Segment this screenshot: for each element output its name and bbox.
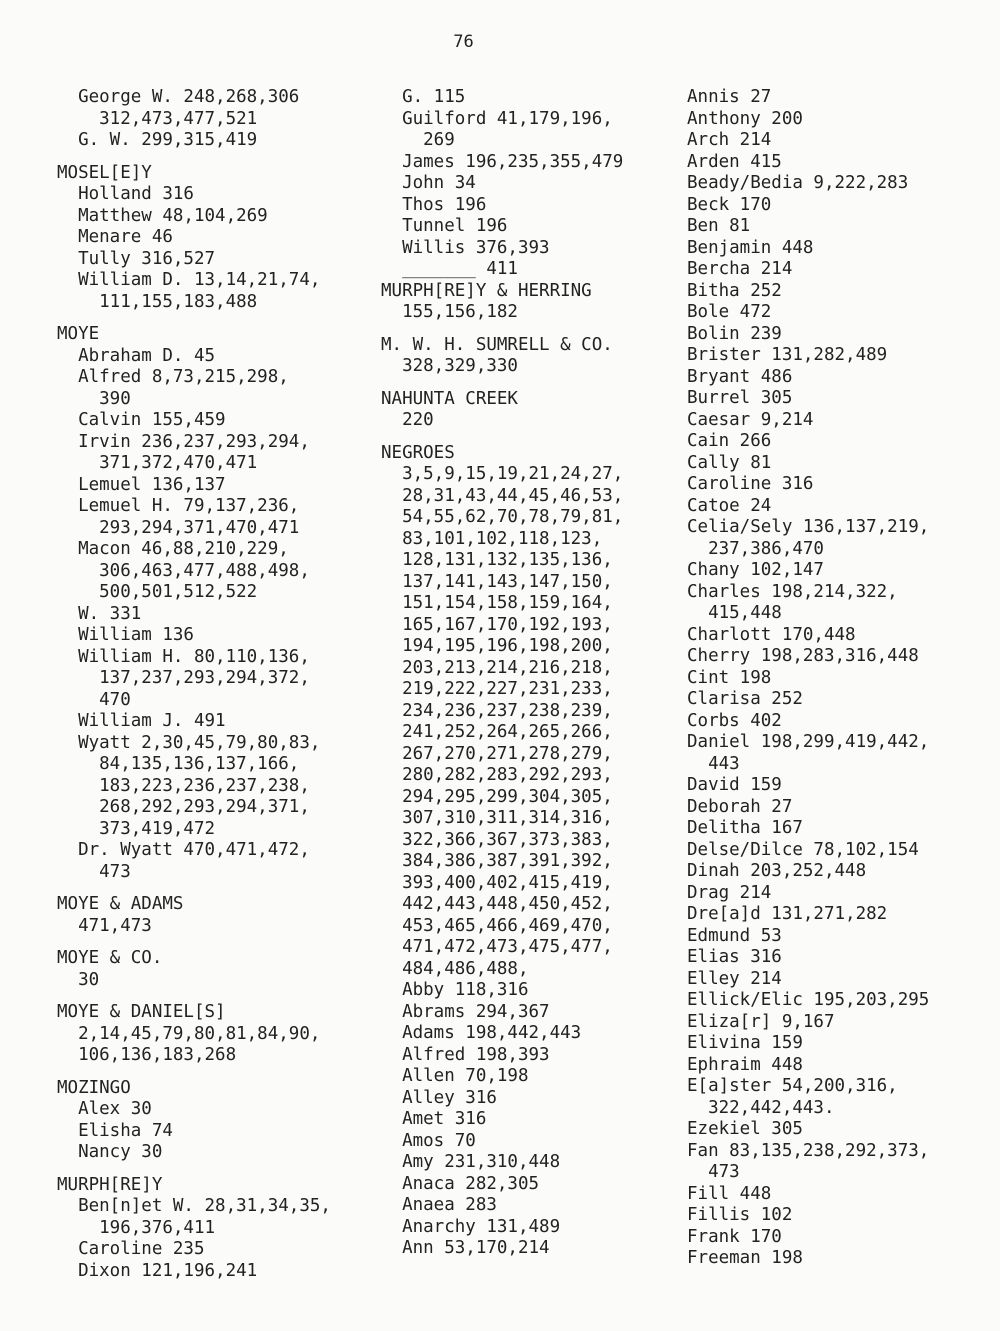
index-entry-line: 183,223,236,237,238, [57,775,310,796]
index-entry-line: 393,400,402,415,419, [381,872,613,893]
index-entry-line: 137,237,293,294,372, [57,668,310,688]
index-entry-line: 237,386,470 [687,538,824,559]
index-entry-line: Burrel 305 [687,388,793,408]
index-entry-line: William H. 80,110,136, [57,646,310,667]
index-entry-line: 293,294,371,470,471 [57,517,300,538]
index-entry-line: Anaea 283 [381,1195,497,1215]
index-entry-line: Alex 30 [57,1099,152,1119]
index-entry-line: Guilford 41,179,196, [381,108,613,129]
index-entry-line: Chany 102,147 [687,560,824,580]
index-entry-line: 442,443,448,450,452, [381,894,613,914]
index-entry-line: Deborah 27 [687,796,793,817]
index-entry-line: 328,329,330 [381,356,518,376]
index-entry-line: Bole 472 [687,302,772,322]
index-entry-line: 384,386,387,391,392, [381,851,613,871]
index-entry-line: W. 331 [57,603,142,624]
index-entry-line: Tunnel 196 [381,216,508,236]
index-entry-line: Clarisa 252 [687,689,803,709]
index-entry-line: 267,270,271,278,279, [381,743,613,764]
index-entry-line: Beady/Bedia 9,222,283 [687,173,909,193]
entry-gap [57,883,377,894]
index-entry-line: Caesar 9,214 [687,409,814,430]
index-entry-line: MOYE & CO. [57,948,163,968]
index-entry-line: Ezekiel 305 [687,1119,803,1139]
index-entry-line: Annis 27 [687,87,772,107]
index-entry-line: Menare 46 [57,227,173,247]
entry-gap [57,1067,377,1078]
index-entry-line: Abrams 294,367 [381,1001,550,1022]
index-entry-line: Abraham D. 45 [57,345,216,366]
index-entry-line: Drag 214 [687,882,772,903]
index-entry-line: Delitha 167 [687,818,803,838]
entry-gap [57,152,377,163]
index-entry-line: 269 [381,130,455,150]
index-entry-line: Dinah 203,252,448 [687,861,867,881]
index-entry-line: Charlott 170,448 [687,624,856,645]
index-entry-line: 30 [57,969,100,990]
index-entry-line: Corbs 402 [687,710,782,731]
entry-gap [57,313,377,324]
index-entry-line: 219,222,227,231,233, [381,679,613,699]
index-entry-line: MOYE [57,324,100,344]
index-entry-line: 371,372,470,471 [57,453,258,473]
index-entry-line: 373,419,472 [57,818,216,839]
index-entry-line: William 136 [57,625,194,645]
index-entry-line: MOZINGO [57,1077,131,1098]
index-entry-line: Tully 316,527 [57,248,216,269]
index-entry-line: 196,376,411 [57,1217,216,1238]
index-column-2 [381,87,681,1260]
index-entry-line: MURPH[RE]Y & HERRING [381,280,592,301]
index-entry-line: Adams 198,442,443 [381,1023,582,1043]
index-entry-line: G. W. 299,315,419 [57,130,258,150]
index-entry-line: Holland 316 [57,184,194,204]
index-entry-line: 106,136,183,268 [57,1045,237,1065]
index-entry-line: Bolin 239 [687,323,782,344]
index-entry-line: Calvin 155,459 [57,410,226,430]
index-entry-line: Cally 81 [687,452,772,473]
index-entry-line: Dr. Wyatt 470,471,472, [57,840,310,860]
index-entry-line: NAHUNTA CREEK [381,388,518,409]
index-entry-line: Arch 214 [687,130,772,150]
index-entry-line: 84,135,136,137,166, [57,754,300,774]
index-entry-line: Charles 198,214,322, [687,581,898,602]
index-entry-line: Amy 231,310,448 [381,1152,561,1172]
index-entry-line: James 196,235,355,479 [381,151,624,172]
index-entry-line: Elisha 74 [57,1120,173,1141]
index-entry-line: Cain 266 [687,431,772,451]
index-entry-line: 268,292,293,294,371, [57,797,310,817]
index-entry-line: 500,501,512,522 [57,582,258,602]
index-entry-line: Anthony 200 [687,108,803,129]
index-entry-line: 307,310,311,314,316, [381,808,613,828]
index-entry-line: Elley 214 [687,968,782,989]
index-entry-line: William D. 13,14,21,74, [57,270,321,290]
index-entry-line: Willis 376,393 [381,237,550,258]
index-entry-line: M. W. H. SUMRELL & CO. [381,334,613,355]
index-entry-line: 322,442,443. [687,1097,835,1118]
index-entry-line: Catoe 24 [687,495,772,516]
index-entry-line: Anarchy 131,489 [381,1216,561,1237]
index-entry-line: 234,236,237,238,239, [381,700,613,721]
index-entry-line: Elias 316 [687,947,782,967]
entry-gap [381,378,681,389]
index-entry-line: Matthew 48,104,269 [57,205,268,226]
index-entry-line: MOSEL[E]Y [57,162,152,183]
index-entry-line: MOYE & ADAMS [57,894,184,914]
index-entry-line: 128,131,132,135,136, [381,550,613,570]
index-entry-line: 165,167,170,192,193, [381,614,613,635]
index-entry-line: NEGROES [381,442,455,463]
index-entry-line: 294,295,299,304,305, [381,786,613,807]
index-entry-line: Alfred 198,393 [381,1044,550,1065]
index-entry-line: E[a]ster 54,200,316, [687,1076,898,1096]
index-column-3 [687,87,987,1270]
index-entry-line: 155,156,182 [381,302,518,322]
index-entry-line: 203,213,214,216,218, [381,657,613,678]
index-entry-line: Macon 46,88,210,229, [57,539,289,559]
index-entry-line: Arden 415 [687,151,782,172]
index-entry-line: Bercha 214 [687,259,793,279]
index-entry-line: Ann 53,170,214 [381,1238,550,1258]
index-entry-line: Lemuel H. 79,137,236, [57,496,300,516]
index-entry-line: 241,252,264,265,266, [381,722,613,742]
index-entry-line: 415,448 [687,603,782,623]
index-entry-line: MURPH[RE]Y [57,1174,163,1195]
index-entry-line: 220 [381,410,434,430]
index-entry-line: Cherry 198,283,316,448 [687,646,919,666]
index-entry-line: Lemuel 136,137 [57,474,226,495]
index-entry-line: Thos 196 [381,194,487,215]
index-entry-line: Fillis 102 [687,1205,793,1225]
index-entry-line: 453,465,466,469,470, [381,915,613,936]
index-entry-line: 3,5,9,15,19,21,24,27, [381,464,624,484]
index-entry-line: Ephraim 448 [687,1054,803,1075]
index-entry-line: MOYE & DANIEL[S] [57,1002,226,1022]
index-entry-line: Fan 83,135,238,292,373, [687,1140,930,1161]
index-entry-line: Ellick/Elic 195,203,295 [687,990,930,1010]
index-entry-line: Edmund 53 [687,925,782,946]
index-entry-line: Celia/Sely 136,137,219, [687,517,930,537]
index-entry-line: Brister 131,282,489 [687,345,888,365]
index-entry-line: 312,473,477,521 [57,108,258,129]
index-entry-line: Caroline 316 [687,474,814,494]
index-entry-line: 484,486,488, [381,958,529,979]
index-entry-line: Delse/Dilce 78,102,154 [687,839,919,860]
index-entry-line: 111,155,183,488 [57,291,258,312]
index-entry-line: 471,473 [57,915,152,936]
index-entry-line: 194,195,196,198,200, [381,636,613,656]
index-entry-line: Amet 316 [381,1109,487,1129]
index-entry-line: 2,14,45,79,80,81,84,90, [57,1023,321,1044]
entry-gap [57,937,377,948]
index-entry-line: Bryant 486 [687,366,793,387]
entry-gap [57,1164,377,1175]
index-entry-line: Eliza[r] 9,167 [687,1011,835,1032]
index-entry-line: Fill 448 [687,1183,772,1204]
index-entry-line: 390 [57,388,131,409]
index-entry-line: Anaca 282,305 [381,1173,540,1194]
index-entry-line: Daniel 198,299,419,442, [687,732,930,752]
index-entry-line: _______ 411 [381,259,518,279]
entry-gap [381,432,681,443]
index-entry-line: 28,31,43,44,45,46,53, [381,485,624,506]
index-entry-line: Elivina 159 [687,1033,803,1053]
entry-gap [381,324,681,335]
index-column-1 [57,87,377,1282]
index-entry-line: Freeman 198 [687,1248,803,1268]
index-entry-line: William J. 491 [57,711,226,731]
index-entry-line: 280,282,283,292,293, [381,765,613,785]
index-entry-line: John 34 [381,173,476,193]
index-entry-line: Beck 170 [687,194,772,215]
index-entry-line: Bitha 252 [687,280,782,301]
index-entry-line: Alfred 8,73,215,298, [57,367,289,387]
index-entry-line: Dre[a]d 131,271,282 [687,904,888,924]
index-entry-line: 470 [57,689,131,710]
index-entry-line: 473 [687,1162,740,1182]
index-entry-line: Ben 81 [687,216,751,236]
index-entry-line: 322,366,367,373,383, [381,829,613,850]
index-entry-line: Ben[n]et W. 28,31,34,35, [57,1196,331,1216]
index-entry-line: 151,154,158,159,164, [381,593,613,613]
index-entry-line: 306,463,477,488,498, [57,560,310,581]
index-entry-line: Abby 118,316 [381,980,529,1000]
index-entry-line: Cint 198 [687,667,772,688]
index-entry-line: 443 [687,753,740,774]
index-entry-line: 54,55,62,70,78,79,81, [381,507,624,527]
index-entry-line: Allen 70,198 [381,1066,529,1086]
index-entry-line: Alley 316 [381,1087,497,1108]
page-number: 76 [453,32,474,52]
index-entry-line: 473 [57,861,131,882]
index-entry-line: Dixon 121,196,241 [57,1260,258,1281]
index-entry-line: David 159 [687,775,782,795]
index-entry-line: Frank 170 [687,1226,782,1247]
index-entry-line: 471,472,473,475,477, [381,937,613,957]
index-entry-line: 137,141,143,147,150, [381,571,613,592]
index-entry-line: Benjamin 448 [687,237,814,258]
index-entry-line: Caroline 235 [57,1239,205,1259]
index-entry-line: Irvin 236,237,293,294, [57,431,310,452]
index-entry-line: Amos 70 [381,1130,476,1151]
entry-gap [57,991,377,1002]
index-entry-line: Wyatt 2,30,45,79,80,83, [57,732,321,753]
index-entry-line: Nancy 30 [57,1142,163,1162]
index-entry-line: 83,101,102,118,123, [381,528,603,549]
index-entry-line: G. 115 [381,87,466,107]
index-entry-line: George W. 248,268,306 [57,87,300,107]
